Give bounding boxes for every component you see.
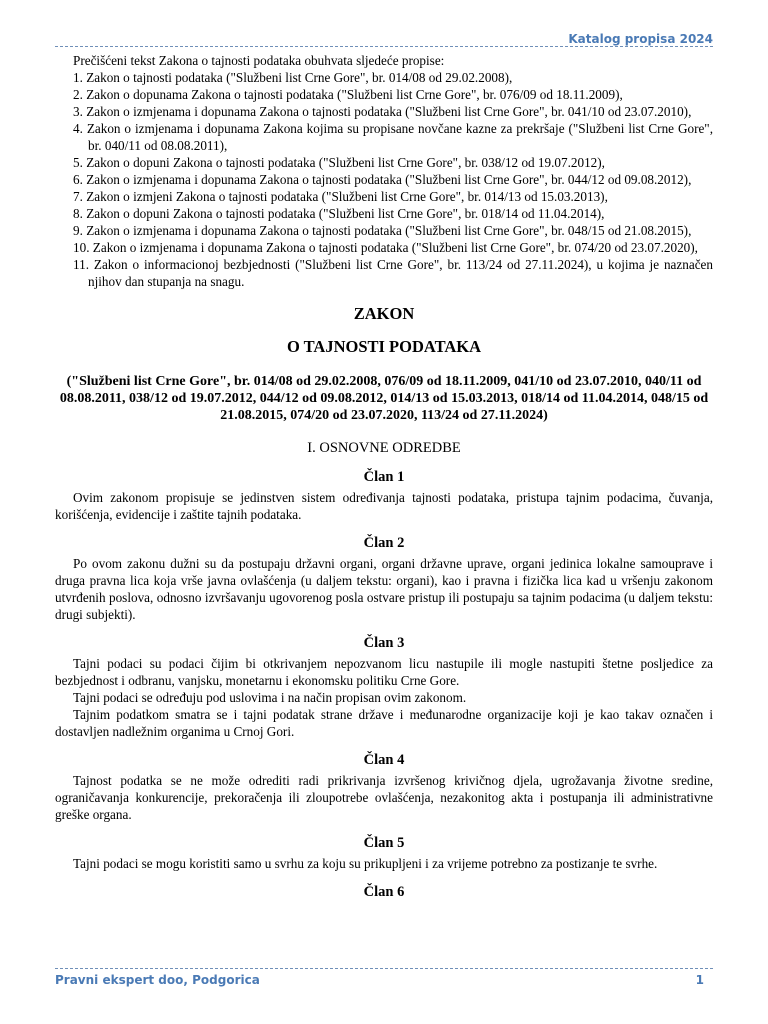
list-item: 11. Zakon o informacionoj bezbjednosti ("Službeni list Crne Gore", br. 113/24 od 27.11.2024), u kojima je naznačen njihov dan stupanja na snagu.: [73, 257, 713, 289]
article-paragraph: Po ovom zakonu dužni su da postupaju državni organi, organi državne uprave, organi jedinica lokalne samouprave i druga pravna lica koja vrše javna ovlašćenja (u daljem tekstu: organi), kao i pravna i fizička lica kad u vršenju zakonom utvrđenih poslova, odnosno izvršavanju ugovorenog posla ostvare pristup ili postupaju sa tajnim podacima (u daljem tekstu: drugi subjekti).: [55, 556, 713, 622]
article-heading: Član 2: [363, 535, 405, 551]
article-heading: Član 5: [363, 835, 405, 851]
list-item: 6. Zakon o izmjenama i dopunama Zakona o tajnosti podataka ("Službeni list Crne Gore", br. 044/12 od 09.08.2012),: [73, 172, 692, 187]
list-item: 4. Zakon o izmjenama i dopunama Zakona kojima su propisane novčane kazne za prekršaje ("Službeni list Crne Gore", br. 040/11 od 08.08.2011),: [73, 121, 713, 153]
document-body: [55, 52, 713, 904]
law-subtitle: O TAJNOSTI PODATAKA: [286, 337, 482, 356]
list-item: 2. Zakon o dopunama Zakona o tajnosti podataka ("Službeni list Crne Gore", br. 076/09 od 18.11.2009),: [73, 87, 623, 102]
publisher-footer: Pravni ekspert doo, Podgorica: [55, 973, 260, 987]
article-paragraph: Tajnost podatka se ne može odrediti radi prikrivanja izvršenog krivičnog djela, ugrožavanja životne sredine, ograničavanja konkurencije, prekoračenja ili zloupotrebe ovlašćenja, nezakonitog akta i postupanja ili administrativne greške organa.: [55, 773, 713, 822]
article-heading: Član 6: [363, 884, 405, 900]
article-paragraph: Tajnim podatkom smatra se i tajni podatak strane države i međunarodne organizacije koji je kao takav označen i dostavljen nadležnim organima u Crnoj Gori.: [55, 707, 713, 739]
article-heading: Član 3: [363, 635, 405, 651]
article-paragraph: Ovim zakonom propisuje se jedinstven sistem određivanja tajnosti podataka, pristupa tajnim podacima, čuvanja, korišćenja, evidencije i zaštite tajnih podataka.: [55, 490, 713, 522]
list-item: 5. Zakon o dopuni Zakona o tajnosti podataka ("Službeni list Crne Gore", br. 038/12 od 19.07.2012),: [73, 155, 605, 170]
list-item: 9. Zakon o izmjenama i dopunama Zakona o tajnosti podataka ("Službeni list Crne Gore", br. 048/15 od 21.08.2015),: [73, 223, 692, 238]
gazette-reference: ("Službeni list Crne Gore", br. 014/08 od 29.02.2008, 076/09 od 18.11.2009, 041/10 od 23.07.2010, 040/11 od 08.08.2011, 038/12 od 19.07.2012, 044/12 od 09.08.2012, 014/13 od 15.03.2013, 018/14 od 11.04.2014, 048/15 od 21.08.2015, 074/20 od 23.07.2020, 113/24 od 27.11.2024): [59, 374, 709, 423]
article-heading: Član 1: [363, 469, 405, 485]
footer-rule: [55, 968, 713, 969]
list-item: 7. Zakon o izmjeni Zakona o tajnosti podataka ("Službeni list Crne Gore", br. 014/13 od 15.03.2013),: [73, 189, 608, 204]
list-item: 1. Zakon o tajnosti podataka ("Službeni list Crne Gore", br. 014/08 od 29.02.2008),: [73, 70, 513, 85]
law-title: ZAKON: [353, 304, 415, 323]
amendment-list: [55, 69, 713, 290]
article-paragraph: Tajni podaci se mogu koristiti samo u svrhu za koju su prikupljeni i za vrijeme potrebno za postizanje te svrhe.: [73, 856, 658, 871]
article-paragraph: Tajni podaci se određuju pod uslovima i na način propisan ovim zakonom.: [73, 690, 467, 705]
chapter-heading: I. OSNOVNE ODREDBE: [307, 440, 461, 456]
article-paragraph: Tajni podaci su podaci čijim bi otkrivanjem nepozvanom licu nastupile ili mogle nastupiti štetne posljedice za bezbjednost i odbranu, vanjsku, monetarnu i ekonomsku politiku Crne Gore.: [55, 656, 713, 688]
list-item: 10. Zakon o izmjenama i dopunama Zakona o tajnosti podataka ("Službeni list Crne Gore", br. 074/20 od 23.07.2020),: [73, 240, 698, 255]
page-number: 1: [695, 973, 704, 987]
list-item: 3. Zakon o izmjenama i dopunama Zakona o tajnosti podataka ("Službeni list Crne Gore", br. 041/10 od 23.07.2010),: [73, 104, 692, 119]
catalog-header: Katalog propisa 2024: [568, 32, 713, 46]
article-heading: Član 4: [363, 752, 405, 768]
header-rule: [55, 46, 713, 47]
list-item: 8. Zakon o dopuni Zakona o tajnosti podataka ("Službeni list Crne Gore", br. 018/14 od 11.04.2014),: [73, 206, 605, 221]
intro-text: Prečišćeni tekst Zakona o tajnosti podataka obuhvata sljedeće propise:: [73, 53, 445, 68]
